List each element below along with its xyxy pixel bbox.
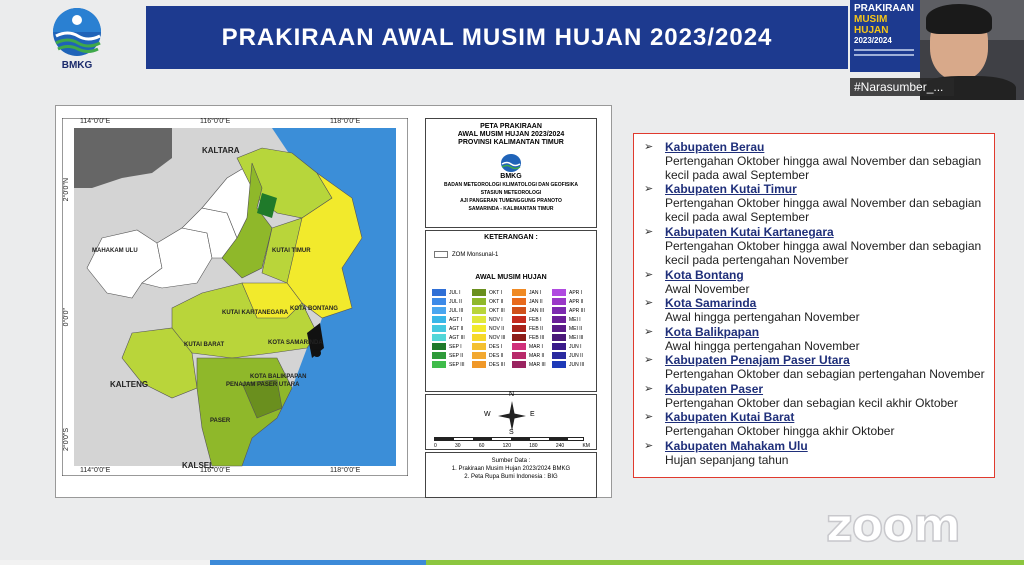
- legend-item: [512, 343, 552, 350]
- legend-swatch: [552, 343, 566, 350]
- legend-swatch: [432, 343, 446, 350]
- legend-label: AGT I: [449, 316, 462, 323]
- legend-label: APR II: [569, 298, 584, 305]
- map-header-line2: AWAL MUSIM HUJAN 2023/2024: [457, 131, 565, 138]
- region-name: Kabupaten Mahakam Ulu: [665, 439, 808, 453]
- thumbnail-line1: PRAKIRAAN: [854, 3, 914, 14]
- legend-label: JUL II: [449, 298, 462, 305]
- region-description: Pertengahan Oktober dan sebagian kecil akhir Oktober: [665, 396, 958, 410]
- map-info-column: [425, 118, 597, 498]
- compass-box: [425, 391, 597, 450]
- legend-label: AGT II: [449, 325, 464, 332]
- map-header-box: [425, 118, 597, 228]
- label-kutai-barat: KUTAI BARAT: [184, 342, 225, 348]
- legend-label: FEB III: [529, 334, 545, 341]
- legend-item: [432, 289, 472, 296]
- arrow-bullet-icon: ➢: [644, 297, 654, 309]
- map-header-sub4: SAMARINDA - KALIMANTAN TIMUR: [468, 206, 554, 212]
- coord-side-2: 0°0'0": [63, 308, 70, 327]
- logo-text: BMKG: [61, 60, 93, 71]
- bmkg-mini-logo-icon: [498, 153, 524, 173]
- legend-swatch: [432, 352, 446, 359]
- thumbnail-line2: MUSIM HUJAN: [854, 14, 889, 36]
- legend-label: NOV III: [489, 334, 506, 341]
- legend-label: SEP III: [449, 361, 465, 368]
- legend-swatch: [552, 289, 566, 296]
- map-header-logo-text: BMKG: [500, 173, 522, 180]
- coord-top-2: 116°0'0"E: [200, 118, 231, 125]
- region-description: Awal hingga pertengahan November: [665, 310, 860, 324]
- map-frame: [62, 118, 408, 476]
- legend-swatch: [472, 334, 486, 341]
- participant-name-label: #Narasumber_...: [850, 78, 954, 96]
- legend-label: SEP I: [449, 343, 462, 350]
- scale-number: 240: [555, 443, 565, 449]
- region-name: Kabupaten Berau: [665, 140, 765, 154]
- scale-numbers: [434, 443, 590, 449]
- region-description: Hujan sepanjang tahun: [665, 453, 789, 467]
- legend-swatch: [512, 325, 526, 332]
- legend-swatch: [512, 361, 526, 368]
- source-box: [425, 452, 597, 498]
- legend-label: JAN II: [529, 298, 543, 305]
- legend-swatch: [472, 361, 486, 368]
- legend-label: JUL III: [449, 307, 464, 314]
- legend-label: MEI II: [569, 325, 583, 332]
- legend-item: [432, 334, 472, 341]
- legend-label: JUL I: [449, 289, 461, 296]
- legend-item: [552, 307, 592, 314]
- legend-swatch: [552, 361, 566, 368]
- legend-item: [552, 325, 592, 332]
- legend-item: [472, 343, 512, 350]
- legend-item: [552, 298, 592, 305]
- scale-number: 120: [502, 443, 511, 449]
- label-kalsel: KALSEL: [182, 461, 214, 470]
- arrow-bullet-icon: ➢: [644, 354, 654, 366]
- map-header-line1: PETA PRAKIRAAN: [480, 123, 542, 130]
- legend-swatch: [472, 352, 486, 359]
- region-name: Kabupaten Kutai Kartanegara: [665, 225, 834, 239]
- coord-top-3: 118°0'0"E: [330, 118, 361, 125]
- legend-label: MAR I: [529, 343, 543, 350]
- coord-side-3: 2°0'0"S: [63, 428, 70, 451]
- label-kota-samarinda: KOTA SAMARINDA: [268, 340, 323, 346]
- legend-item: [512, 307, 552, 314]
- legend-label: OKT III: [489, 307, 505, 314]
- legend-item: [432, 307, 472, 314]
- region-description: Awal November: [665, 282, 750, 296]
- legend-label: JUN I: [569, 343, 582, 350]
- label-kota-bontang: KOTA BONTANG: [290, 306, 338, 312]
- legend-label: FEB II: [529, 325, 543, 332]
- source-2: 2. Peta Rupa Bumi Indonesia : BIG: [464, 474, 558, 480]
- legend-label: MAR II: [529, 352, 545, 359]
- kaltim-map: [62, 118, 408, 476]
- coord-bottom-2: 116°0'0"E: [200, 467, 231, 474]
- legend-item: [472, 361, 512, 368]
- map-panel: [55, 105, 612, 498]
- legend-item: [432, 343, 472, 350]
- region-name: Kota Balikpapan: [665, 325, 760, 339]
- legend-swatch: [552, 334, 566, 341]
- region-description: Pertengahan Oktober dan sebagian pertengahan November: [665, 367, 985, 381]
- coord-side-1: 2°0'0"N: [63, 178, 70, 202]
- legend-item: [512, 352, 552, 359]
- scale-number: KM: [582, 443, 590, 449]
- legend-swatch: [472, 298, 486, 305]
- arrow-bullet-icon: ➢: [644, 269, 654, 281]
- scale-bar: [434, 437, 584, 441]
- region-description: Pertengahan Oktober hingga akhir Oktober: [665, 424, 895, 438]
- arrow-bullet-icon: ➢: [644, 226, 654, 238]
- person-hair: [926, 4, 992, 34]
- compass-n: N: [509, 391, 515, 398]
- legend-item: [512, 298, 552, 305]
- legend-item: [472, 307, 512, 314]
- scale-number: 30: [455, 443, 461, 449]
- legend-swatch: [432, 361, 446, 368]
- label-kaltara: KALTARA: [202, 146, 240, 155]
- compass-s: S: [509, 429, 514, 436]
- thumbnail-line3: 2023/2024: [854, 36, 892, 45]
- legend-item: [552, 352, 592, 359]
- legend-item: [552, 289, 592, 296]
- legend-label: JUN II: [569, 352, 583, 359]
- page-title: PRAKIRAAN AWAL MUSIM HUJAN 2023/2024: [221, 23, 773, 51]
- legend-swatch: [432, 298, 446, 305]
- legend-item: [512, 316, 552, 323]
- legend-swatch: [432, 334, 446, 341]
- zoom-watermark: zoom: [826, 498, 960, 552]
- slide-thumbnail: [850, 0, 920, 72]
- legend-item: [512, 361, 552, 368]
- legend-swatch: [512, 343, 526, 350]
- legend-item: [472, 334, 512, 341]
- legend-swatch: [552, 298, 566, 305]
- legend-swatch: [512, 289, 526, 296]
- legend-zom-label: ZOM Monsunal-1: [452, 251, 499, 258]
- legend-label: AGT III: [449, 334, 465, 341]
- legend-swatch: [432, 307, 446, 314]
- source-1: 1. Prakiraan Musim Hujan 2023/2024 BMKG: [451, 466, 571, 472]
- legend-label: FEB I: [529, 316, 542, 323]
- region-description: Pertengahan Oktober hingga awal November dan sebagian kecil pada pertengahan November: [665, 239, 982, 267]
- bottom-progress-strip: [0, 560, 1024, 565]
- legend-swatch: [552, 307, 566, 314]
- legend-item: [472, 325, 512, 332]
- legend-swatch: [472, 289, 486, 296]
- legend-label: DES II: [489, 352, 504, 359]
- legend-item: [552, 361, 592, 368]
- legend-swatch: [432, 325, 446, 332]
- legend-item: [552, 316, 592, 323]
- legend-label: NOV I: [489, 316, 503, 323]
- label-kalteng: KALTENG: [110, 380, 149, 389]
- arrow-bullet-icon: ➢: [644, 141, 654, 153]
- compass-e: E: [530, 411, 535, 418]
- legend-subtitle: AWAL MUSIM HUJAN: [475, 274, 547, 281]
- legend-zom: [434, 251, 498, 258]
- region-name: Kabupaten Penajam Paser Utara: [665, 353, 850, 367]
- coord-top-1: 114°0'0"E: [80, 118, 111, 125]
- scale-number: 60: [478, 443, 485, 449]
- legend-label: MAR III: [529, 361, 546, 368]
- legend-box: [425, 230, 597, 392]
- source-title: Sumber Data :: [491, 458, 531, 464]
- label-kutai-kartanegara: KUTAI KARTANEGARA: [222, 310, 289, 316]
- title-banner: [146, 6, 848, 69]
- scale-number: 180: [529, 443, 538, 449]
- map-header-line3: PROVINSI KALIMANTAN TIMUR: [458, 139, 564, 146]
- arrow-bullet-icon: ➢: [644, 183, 654, 195]
- legend-item: [552, 343, 592, 350]
- legend-label: MEI III: [569, 334, 584, 341]
- region-list-panel: [633, 133, 995, 478]
- label-paser: PASER: [210, 418, 231, 424]
- legend-item: [472, 352, 512, 359]
- legend-swatch: [512, 298, 526, 305]
- legend-swatch: [512, 316, 526, 323]
- label-kota-balikpapan: KOTA BALIKPAPAN: [250, 374, 307, 380]
- legend-label: MEI I: [569, 316, 581, 323]
- coord-bottom-1: 114°0'0"E: [80, 467, 111, 474]
- bmkg-logo: [48, 6, 106, 72]
- legend-title: KETERANGAN :: [484, 234, 538, 241]
- legend-item: [472, 316, 512, 323]
- legend-swatch: [512, 334, 526, 341]
- region-description: Pertengahan Oktober hingga awal November dan sebagian kecil pada awal September: [665, 154, 982, 182]
- legend-swatch: [512, 352, 526, 359]
- legend-item: [552, 334, 592, 341]
- region-name: Kota Bontang: [665, 268, 744, 282]
- legend-label: JUN III: [569, 361, 585, 368]
- legend-swatch: [472, 343, 486, 350]
- region-name: Kabupaten Kutai Barat: [665, 410, 795, 424]
- legend-item: [512, 334, 552, 341]
- map-header-sub2: STASIUN METEOROLOGI: [480, 190, 542, 196]
- arrow-bullet-icon: ➢: [644, 411, 654, 423]
- legend-label: JAN III: [529, 307, 545, 314]
- legend-label: DES III: [489, 361, 505, 368]
- label-penajam: PENAJAM PASER UTARA: [226, 382, 300, 388]
- region-name: Kabupaten Kutai Timur: [665, 182, 797, 196]
- region-description: Pertengahan Oktober hingga awal November dan sebagian kecil pada awal September: [665, 196, 982, 224]
- legend-swatch: [512, 307, 526, 314]
- arrow-bullet-icon: ➢: [644, 440, 654, 452]
- legend-swatch: [472, 316, 486, 323]
- legend-item: [432, 352, 472, 359]
- region-description: Awal hingga pertengahan November: [665, 339, 860, 353]
- legend-swatch: [552, 325, 566, 332]
- arrow-bullet-icon: ➢: [644, 326, 654, 338]
- bmkg-emblem-icon: [48, 6, 106, 58]
- compass-w: W: [484, 411, 491, 418]
- legend-label: DES I: [489, 343, 503, 350]
- legend-swatch: [432, 289, 446, 296]
- legend-item: [512, 289, 552, 296]
- legend-grid: [432, 289, 592, 368]
- arrow-bullet-icon: ➢: [644, 383, 654, 395]
- legend-label: SEP II: [449, 352, 464, 359]
- legend-label: OKT II: [489, 298, 504, 305]
- legend-swatch: [432, 316, 446, 323]
- label-mahakam-ulu: MAHAKAM ULU: [92, 248, 138, 254]
- legend-item: [472, 298, 512, 305]
- legend-item: [472, 289, 512, 296]
- legend-label: OKT I: [489, 289, 502, 296]
- legend-swatch: [552, 316, 566, 323]
- region-name: Kota Samarinda: [665, 296, 757, 310]
- compass-icon: [484, 391, 535, 436]
- legend-swatch: [552, 352, 566, 359]
- legend-label: JAN I: [529, 289, 542, 296]
- legend-label: APR III: [569, 307, 585, 314]
- legend-item: [432, 361, 472, 368]
- region-name: Kabupaten Paser: [665, 382, 764, 396]
- legend-swatch: [472, 325, 486, 332]
- legend-item: [432, 316, 472, 323]
- thumbnail-text-lines: [854, 49, 916, 56]
- legend-swatch: [472, 307, 486, 314]
- legend-label: NOV II: [489, 325, 505, 332]
- legend-item: [432, 298, 472, 305]
- legend-item: [432, 325, 472, 332]
- legend-item: [512, 325, 552, 332]
- coord-bottom-3: 118°0'0"E: [330, 467, 361, 474]
- scale-number: 0: [434, 443, 437, 449]
- map-header-sub1: BADAN METEOROLOGI KLIMATOLOGI DAN GEOFISIKA: [444, 182, 578, 188]
- label-kutai-timur: KUTAI TIMUR: [272, 248, 311, 254]
- map-header-sub3: AJI PANGERAN TUMENGGUNG PRANOTO: [460, 198, 562, 204]
- legend-label: APR I: [569, 289, 583, 296]
